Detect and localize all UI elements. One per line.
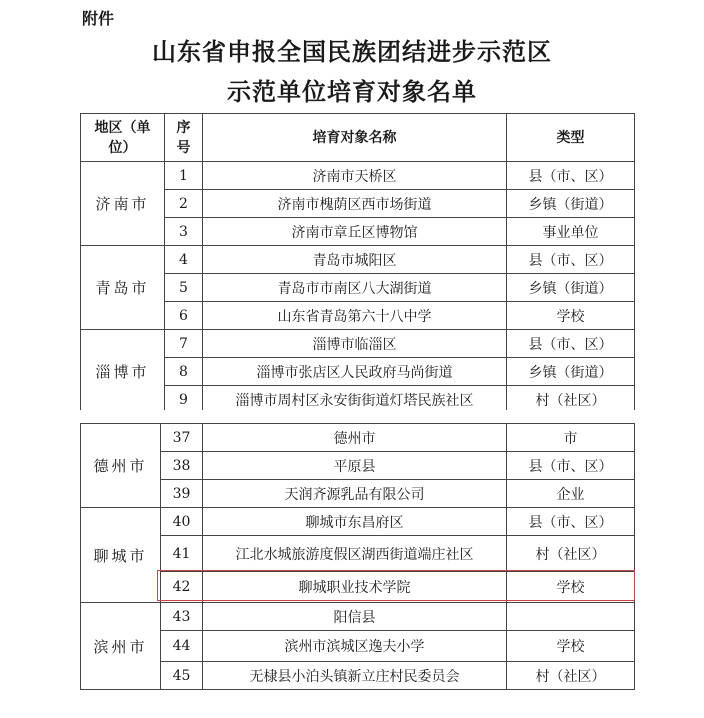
type-cell: 市 xyxy=(507,424,635,452)
name-cell: 济南市章丘区博物馆 xyxy=(203,218,507,246)
seq-cell: 4 xyxy=(165,246,203,274)
name-cell: 江北水城旅游度假区湖西街道端庄社区 xyxy=(203,536,507,572)
type-cell xyxy=(507,603,635,631)
name-cell: 平原县 xyxy=(203,452,507,480)
type-cell: 村（社区） xyxy=(507,536,635,572)
header-region: 地区（单位） xyxy=(81,114,165,162)
header-seq: 序号 xyxy=(165,114,203,162)
name-cell: 聊城职业技术学院 xyxy=(203,572,507,603)
name-cell: 德州市 xyxy=(203,424,507,452)
table-row xyxy=(81,631,635,662)
seq-cell: 3 xyxy=(165,218,203,246)
name-cell: 青岛市市南区八大湖街道 xyxy=(203,274,507,302)
table-row xyxy=(81,162,635,190)
name-cell: 阳信县 xyxy=(203,603,507,631)
header-name: 培育对象名称 xyxy=(203,114,507,162)
type-cell: 企业 xyxy=(507,480,635,508)
name-cell: 山东省青岛第六十八中学 xyxy=(203,302,507,330)
attachment-label: 附件 xyxy=(82,9,115,28)
seq-cell: 8 xyxy=(165,358,203,386)
name-cell: 淄博市临淄区 xyxy=(203,330,507,358)
type-cell: 村（社区） xyxy=(507,386,635,414)
region-cell: 德州市 xyxy=(81,424,161,508)
seq-cell: 9 xyxy=(165,386,203,414)
name-cell: 淄博市张店区人民政府马尚街道 xyxy=(203,358,507,386)
type-cell: 学校 xyxy=(507,631,635,662)
table-row xyxy=(81,274,635,302)
table-row xyxy=(81,572,635,603)
seq-cell: 40 xyxy=(161,508,203,536)
seq-cell: 6 xyxy=(165,302,203,330)
table-header-row xyxy=(81,114,635,162)
table-row xyxy=(81,424,635,452)
candidates-table-bottom xyxy=(80,423,635,690)
table-row xyxy=(81,358,635,386)
seq-cell: 42 xyxy=(161,572,203,603)
document-title-line2: 示范单位培育对象名单 xyxy=(227,78,477,106)
type-cell: 村（社区） xyxy=(507,662,635,690)
table-row xyxy=(81,662,635,690)
seq-cell: 1 xyxy=(165,162,203,190)
seq-cell: 45 xyxy=(161,662,203,690)
name-cell: 济南市天桥区 xyxy=(203,162,507,190)
table-row xyxy=(81,603,635,631)
type-cell: 乡镇（街道） xyxy=(507,190,635,218)
table-row xyxy=(81,480,635,508)
name-cell: 天润齐源乳品有限公司 xyxy=(203,480,507,508)
region-cell: 青岛市 xyxy=(81,246,165,330)
candidates-table-top xyxy=(80,113,635,414)
seq-cell: 37 xyxy=(161,424,203,452)
name-cell: 青岛市城阳区 xyxy=(203,246,507,274)
table-row xyxy=(81,536,635,572)
type-cell: 乡镇（街道） xyxy=(507,358,635,386)
type-cell: 县（市、区） xyxy=(507,246,635,274)
type-cell: 事业单位 xyxy=(507,218,635,246)
seq-cell: 38 xyxy=(161,452,203,480)
table-row xyxy=(81,302,635,330)
type-cell: 县（市、区） xyxy=(507,330,635,358)
type-cell: 乡镇（街道） xyxy=(507,274,635,302)
name-cell: 济南市槐荫区西市场街道 xyxy=(203,190,507,218)
table-row xyxy=(81,190,635,218)
seq-cell: 44 xyxy=(161,631,203,662)
name-cell: 无棣县小泊头镇新立庄村民委员会 xyxy=(203,662,507,690)
page-gap xyxy=(70,410,650,422)
type-cell: 县（市、区） xyxy=(507,452,635,480)
name-cell: 淄博市周村区永安街街道灯塔民族社区 xyxy=(203,386,507,414)
region-cell: 淄博市 xyxy=(81,330,165,414)
seq-cell: 41 xyxy=(161,536,203,572)
seq-cell: 39 xyxy=(161,480,203,508)
type-cell: 学校 xyxy=(507,302,635,330)
seq-cell: 5 xyxy=(165,274,203,302)
table-row xyxy=(81,330,635,358)
table-row xyxy=(81,508,635,536)
type-cell: 县（市、区） xyxy=(507,162,635,190)
region-cell: 滨州市 xyxy=(81,603,161,690)
seq-cell: 43 xyxy=(161,603,203,631)
table-row xyxy=(81,452,635,480)
type-cell: 县（市、区） xyxy=(507,508,635,536)
table-row xyxy=(81,246,635,274)
name-cell: 聊城市东昌府区 xyxy=(203,508,507,536)
type-cell: 学校 xyxy=(507,572,635,603)
region-cell: 济南市 xyxy=(81,162,165,246)
header-type: 类型 xyxy=(507,114,635,162)
region-cell: 聊城市 xyxy=(81,508,161,603)
document-title-line1: 山东省申报全国民族团结进步示范区 xyxy=(152,38,552,66)
seq-cell: 7 xyxy=(165,330,203,358)
table-row xyxy=(81,218,635,246)
name-cell: 滨州市滨城区逸夫小学 xyxy=(203,631,507,662)
seq-cell: 2 xyxy=(165,190,203,218)
